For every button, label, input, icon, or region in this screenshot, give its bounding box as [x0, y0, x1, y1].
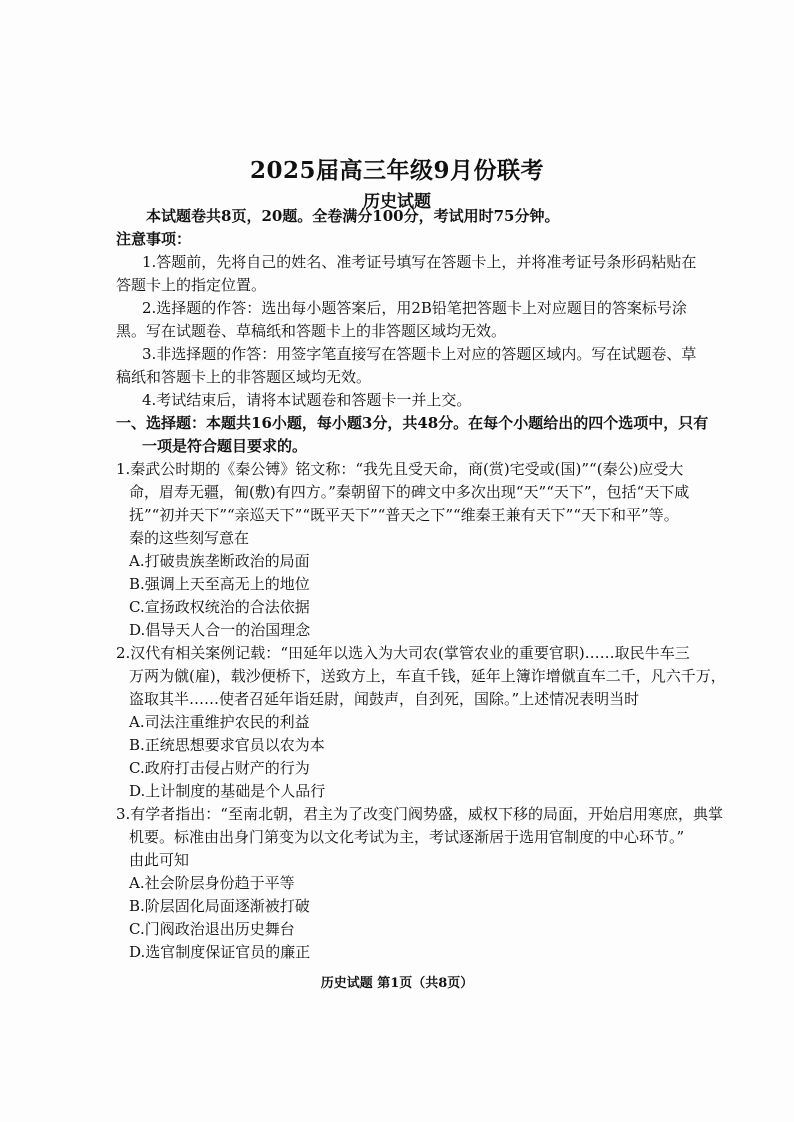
notice-line: 1.答题前，先将自己的姓名、准考证号填写在答题卡上，并将准考证号条形码粘贴在 — [142, 253, 697, 271]
exam-summary: 本试题卷共8页，20题。全卷满分100分，考试用时75分钟。 — [146, 207, 560, 225]
page-footer: 历史试题 第1页（共8页） — [320, 976, 474, 991]
option-c: C.政府打击侵占财产的行为 — [129, 759, 310, 777]
question-stem: 3.有学者指出：“至南北朝，君主为了改变门阀势盛，威权下移的局面，开始启用寒庶，典掌 — [116, 805, 723, 823]
question-stem: 机要。标准由出身门第变为以文化考试为主，考试逐渐居于选用官制度的中心环节。” — [129, 828, 685, 846]
section-heading: 一、选择题：本题共16小题，每小题3分，共48分。在每个小题给出的四个选项中，只有 — [116, 414, 709, 432]
notice-heading: 注意事项： — [116, 230, 192, 248]
notice-line: 黑。写在试题卷、草稿纸和答题卡上的非答题区域均无效。 — [116, 322, 507, 340]
option-d: D.上计制度的基础是个人品行 — [129, 782, 326, 800]
question-stem: 盗取其半……使者召延年诣廷尉，闻鼓声，自刭死，国除。”上述情况表明当时 — [129, 690, 640, 708]
question-stem: 2.汉代有相关案例记载：“田延年以选入为大司农(掌管农业的重要官职)……取民牛车三 — [116, 644, 690, 662]
question-stem: 抚”“初并天下”“亲巡天下”“既平天下”“普天之下”“维秦王兼有天下”“天下和平”等。 — [129, 506, 679, 524]
option-a: A.司法注重维护农民的利益 — [129, 713, 310, 731]
option-c: C.宣扬政权统治的合法依据 — [129, 598, 310, 616]
question-stem: 1.秦武公时期的《秦公镈》铭文称：“我先且受天命，商(赏)宅受或(国)”“(秦公)应受大 — [116, 460, 684, 478]
notice-line: 4.考试结束后，请将本试题卷和答题卡一并上交。 — [142, 391, 472, 409]
option-a: A.社会阶层身份趋于平等 — [129, 874, 295, 892]
question-stem: 命，眉寿无疆，匍(敷)有四方。”秦朝留下的碑文中多次出现“天”“天下”，包括“天下咸 — [129, 483, 690, 501]
notice-line: 3.非选择题的作答：用签字笔直接写在答题卡上对应的答题区域内。写在试题卷、草 — [142, 345, 697, 363]
option-b: B.强调上天至高无上的地位 — [129, 575, 310, 593]
option-b: B.阶层固化局面逐渐被打破 — [129, 897, 310, 915]
notice-line: 答题卡上的指定位置。 — [116, 276, 267, 294]
option-a: A.打破贵族垄断政治的局面 — [129, 552, 310, 570]
option-c: C.门阀政治退出历史舞台 — [129, 920, 295, 938]
option-b: B.正统思想要求官员以农为本 — [129, 736, 325, 754]
subject-title: 历史试题 — [363, 192, 431, 212]
option-d: D.选官制度保证官员的廉正 — [129, 943, 311, 961]
notice-line: 稿纸和答题卡上的非答题区域均无效。 — [116, 368, 372, 386]
question-stem: 由此可知 — [129, 851, 190, 869]
question-stem: 万两为僦(雇)，载沙便桥下，送致方上，车直千钱，延年上簿诈增僦直车二千，凡六千万， — [129, 667, 726, 685]
option-d: D.倡导天人合一的治国理念 — [129, 621, 311, 639]
page-title: 2025届高三年级9月份联考 — [249, 157, 545, 184]
section-heading-cont: 一项是符合题目要求的。 — [142, 437, 308, 455]
question-stem: 秦的这些刻写意在 — [129, 529, 250, 547]
notice-line: 2.选择题的作答：选出每小题答案后，用2B铅笔把答题卡上对应题目的答案标号涂 — [142, 299, 687, 317]
